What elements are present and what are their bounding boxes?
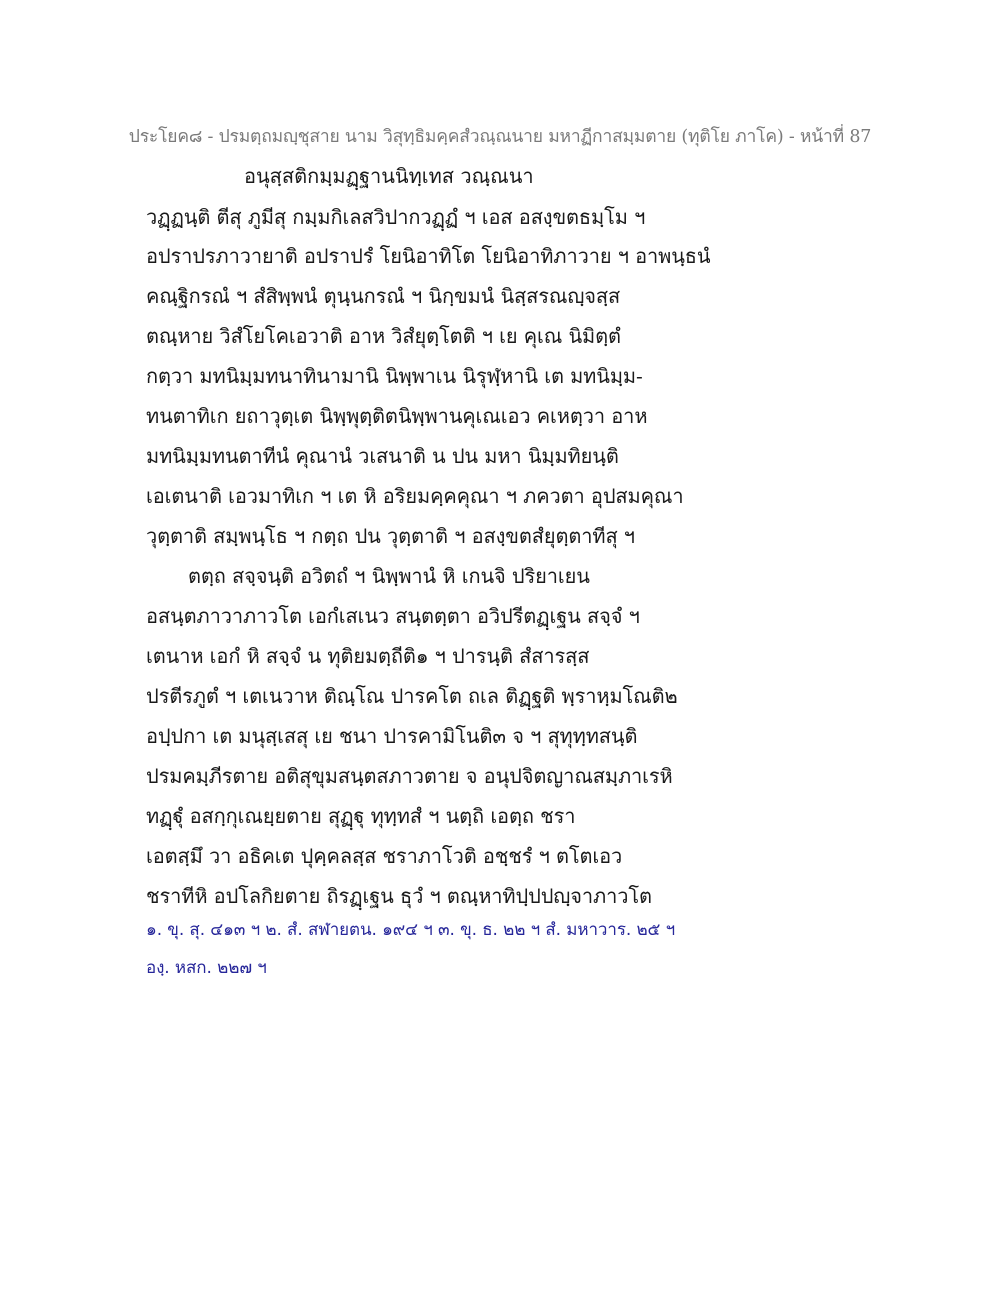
text-line: ชราทีหิ อปโลกิยตาย ถิรฏฺเฐน ธุวํ ฯ ตณฺหาทิปฺปปญฺจาภาวโต: [146, 884, 652, 908]
text-line: เอเตนาติ เอวมาทิเก ฯ เต หิ อริยมคฺคคุณา ฯ ภควตา อุปสมคุณา: [146, 484, 684, 508]
text-line: ปรมคมฺภีรตาย อติสุขุมสนฺตสภาวตาย จ อนุปจิตญาณสมฺภาเรหิ: [146, 764, 673, 788]
text-line: ปรตีรภูตํ ฯ เตเนวาห ติณฺโณ ปารคโต ถเล ติฏฺฐติ พฺราหฺมโณติ๒: [146, 684, 678, 708]
page-header: ประโยค๘ - ปรมตฺถมญฺชุสาย นาม วิสุทฺธิมคฺคสํวณฺณนาย มหาฏีกาสมฺมตาย (ทุติโย ภาโค) - หน้าที่ 87: [128, 127, 872, 147]
text-line: ทนตาทิเก ยถาวุตฺเต นิพฺพุตฺติตนิพฺพานคุเณเอว คเหตฺวา อาห: [146, 404, 648, 428]
text-line: มทนิมฺมทนตาทีนํ คุณานํ วเสนาติ น ปน มหา นิมฺมทิยนฺติ: [146, 444, 619, 468]
footnote-line: องฺ. หสก. ๒๒๗ ฯ: [146, 958, 267, 978]
footnote-line: ๑. ขุ. สุ. ๔๑๓ ฯ ๒. สํ. สฬายตน. ๑๙๔ ฯ ๓. ขุ. ธ. ๒๒ ฯ สํ. มหาวาร. ๒๕ ฯ: [146, 920, 676, 940]
text-line: อปฺปกา เต มนุสฺเสสุ เย ชนา ปารคามิโนติ๓ จ ฯ สุทุทฺทสนฺติ: [146, 724, 638, 748]
text-line: ทฏฺฐุํ อสกฺกุเณยฺยตาย สุฏฺฐุ ทุทฺทสํ ฯ นตฺถิ เอตฺถ ชรา: [146, 804, 576, 828]
section-title: อนุสฺสติกมฺมฏฺฐานนิทฺเทส วณฺณนา: [244, 164, 534, 188]
text-line: เอตสฺมึ วา อธิคเต ปุคฺคลสฺส ชราภาโวติ อชฺชรํ ฯ ตโตเอว: [146, 844, 623, 868]
text-line: กตฺวา มทนิมฺมทนาทินามานิ นิพฺพาเน นิรุฬฺหานิ เต มทนิมฺม-: [146, 364, 643, 388]
text-line: อปราปรภาวายาติ อปราปรํ โยนิอาทิโต โยนิอาทิภาวาย ฯ อาพนฺธนํ: [146, 244, 711, 268]
text-line: วฏฺฏนฺติ ตีสุ ภูมีสุ กมฺมกิเลสวิปากวฏฺฏํ ฯ เอส อสงฺขตธมฺโม ฯ: [146, 205, 646, 229]
text-line: วุตฺตาติ สมฺพนฺโธ ฯ กตฺถ ปน วุตฺตาติ ฯ อสงฺขตสํยุตฺตาทีสุ ฯ: [146, 524, 635, 548]
text-line: อสนฺตภาวาภาวโต เอกํเสเนว สนฺตตฺตา อวิปรีตฏฺเฐน สจฺจํ ฯ: [146, 604, 640, 628]
text-line: เตนาห เอกํ หิ สจฺจํ น ทุติยมตฺถีติ๑ ฯ ปารนฺติ สํสารสฺส: [146, 644, 590, 668]
text-line: ตณฺหาย วิสํโยโคเอวาติ อาห วิสํยุตฺโตติ ฯ เย คุเณ นิมิตฺตํ: [146, 324, 621, 348]
text-line: ตตฺถ สจฺจนฺติ อวิตถํ ฯ นิพฺพานํ หิ เกนจิ ปริยาเยน: [188, 564, 590, 588]
text-line: คณฺฐิกรณํ ฯ สํสิพฺพนํ ตุนฺนกรณํ ฯ นิกฺขมนํ นิสฺสรณญฺจสฺส: [146, 284, 621, 308]
